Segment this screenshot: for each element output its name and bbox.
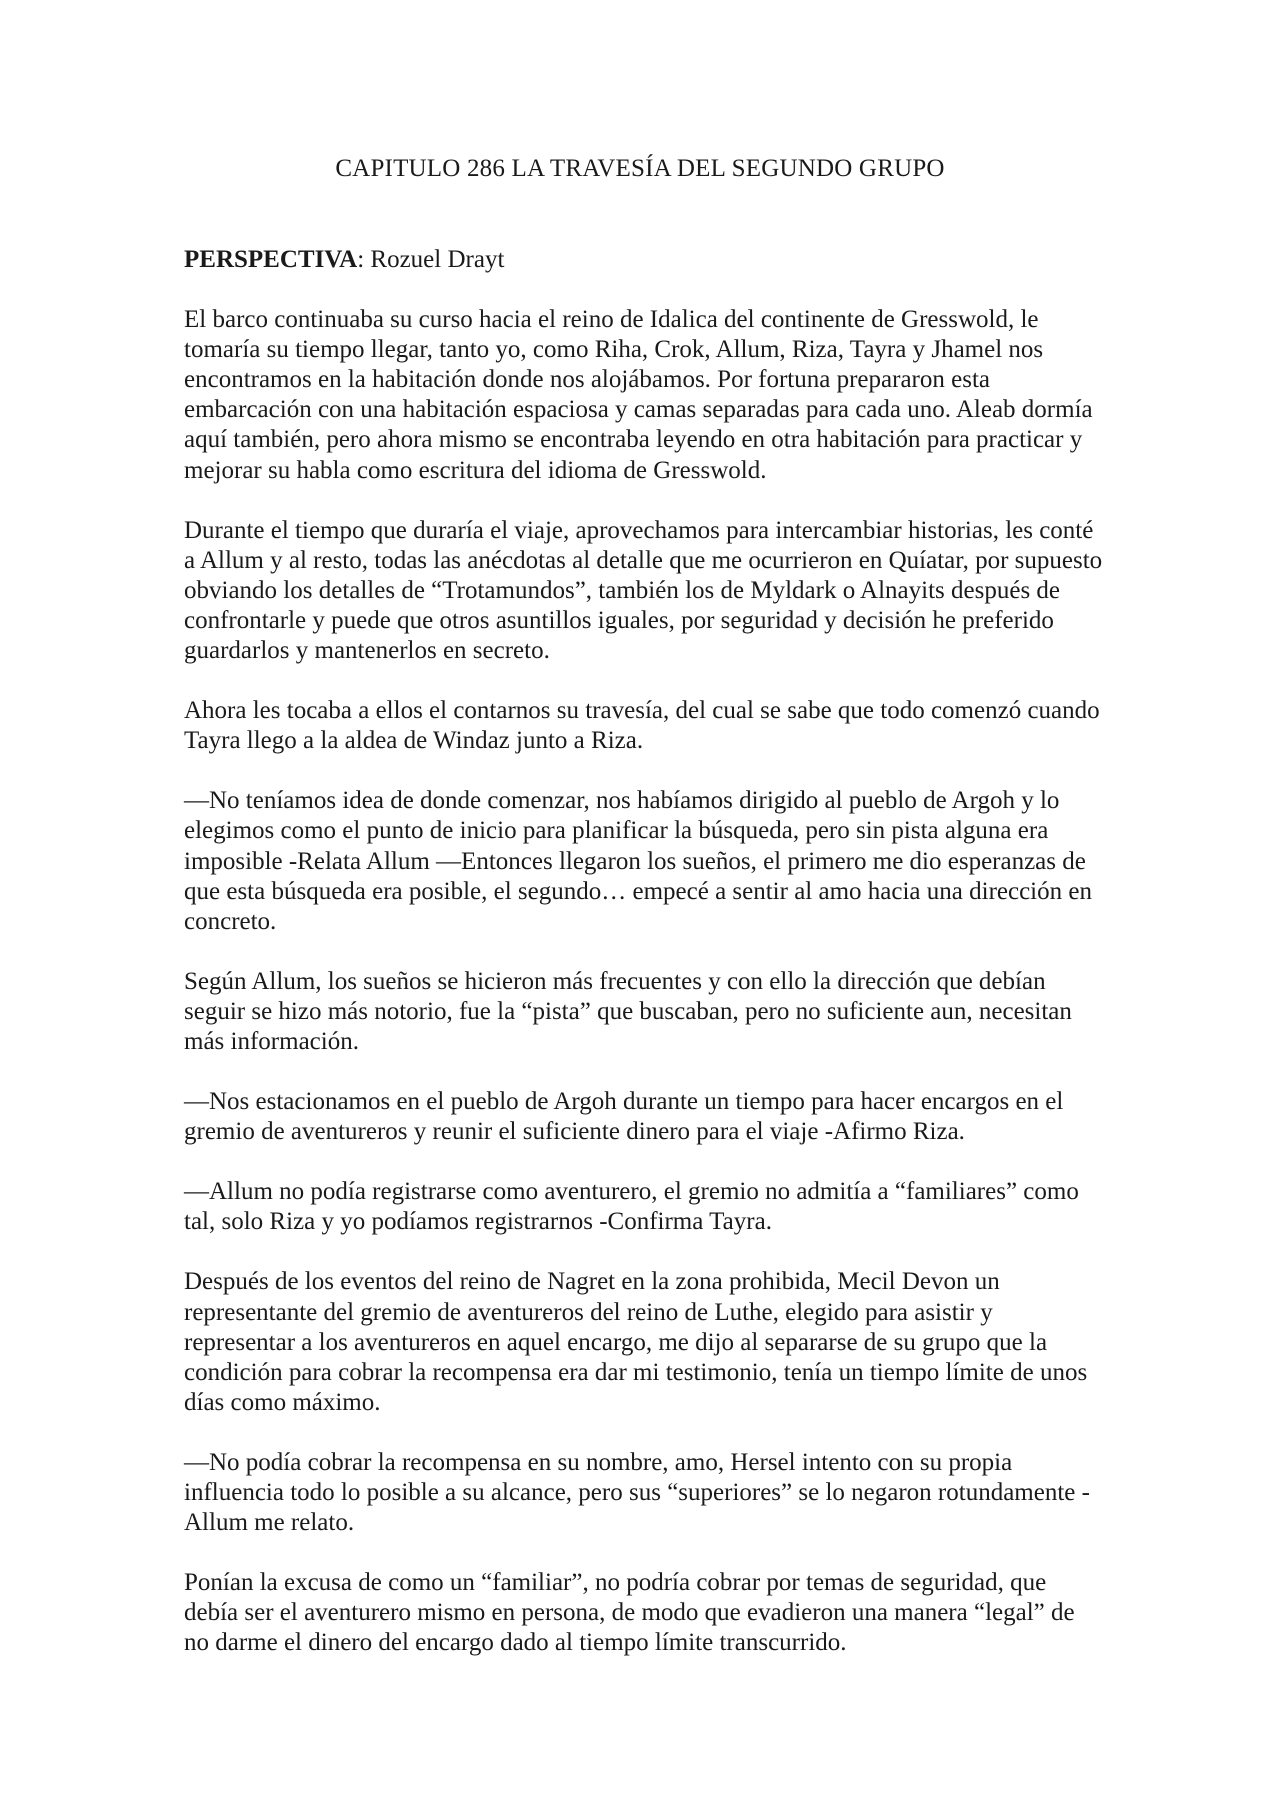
- paragraph: Según Allum, los sueños se hicieron más frecuentes y con ello la dirección que debían seguir se hizo más notorio, fue la “pista” que buscaban, pero no suficiente aun, necesitan más información.: [184, 967, 1072, 1055]
- paragraph: Después de los eventos del reino de Nagret en la zona prohibida, Mecil Devon un representante del gremio de aventureros del reino de Luthe, elegido para asistir y representar a los aventureros en aquel encargo, me dijo al separarse de su grupo que la condición para cobrar la recompensa era dar mi testimonio, tenía un tiempo límite de unos días como máximo.: [184, 1268, 1088, 1416]
- paragraph: Ahora les tocaba a ellos el contarnos su travesía, del cual se sabe que todo comenzó cuando Tayra llego a la aldea de Windaz junto a Riza.: [184, 697, 1100, 755]
- chapter-title: CAPITULO 286 LA TRAVESÍA DEL SEGUNDO GRUPO: [335, 155, 945, 182]
- perspective-line: [184, 245, 1104, 275]
- perspective-value: : Rozuel Drayt: [357, 246, 505, 273]
- paragraph: Ponían la excusa de como un “familiar”, no podría cobrar por temas de seguridad, que debía ser el aventurero mismo en persona, de modo que evadieron una manera “legal” de no darme el dinero del encargo dado al tiempo límite transcurrido.: [184, 1569, 1075, 1657]
- paragraph: Durante el tiempo que duraría el viaje, aprovechamos para intercambiar historias, les conté a Allum y al resto, todas las anécdotas al detalle que me ocurrieron en Quíatar, por supuesto obviando los detalles de “Trotamundos”, también los de Myldark o Alnayits después de confrontarle y puede que otros asuntillos iguales, por seguridad y decisión he preferido guardarlos y mantenerlos en secreto.: [184, 516, 1103, 665]
- paragraph: —No teníamos idea de donde comenzar, nos habíamos dirigido al pueblo de Argoh y lo elegimos como el punto de inicio para planificar la búsqueda, pero sin pista alguna era imposible -Relata Allum —Entonces llegaron los sueños, el primero me dio esperanzas de que esta búsqueda era posible, el segundo… empecé a sentir al amo hacia una dirección en concreto.: [184, 787, 1092, 935]
- paragraph: —No podía cobrar la recompensa en su nombre, amo, Hersel intento con su propia influencia todo lo posible a su alcance, pero sus “superiores” se lo negaron rotundamente -Allum me relato.: [184, 1448, 1090, 1537]
- paragraph: —Allum no podía registrarse como aventurero, el gremio no admitía a “familiares” como tal, solo Riza y yo podíamos registrarnos -Confirma Tayra.: [184, 1178, 1079, 1236]
- paragraph: El barco continuaba su curso hacia el reino de Idalica del continente de Gresswold, le tomaría su tiempo llegar, tanto yo, como Riha, Crok, Allum, Riza, Tayra y Jhamel nos encontramos en la habitación donde nos alojábamos. Por fortuna prepararon esta embarcación con una habitación espaciosa y camas separadas para cada uno. Aleab dormía aquí también, pero ahora mismo se encontraba leyendo en otra habitación para practicar y mejorar su habla como escritura del idioma de Gresswold.: [184, 306, 1093, 484]
- paragraph: —Nos estacionamos en el pueblo de Argoh durante un tiempo para hacer encargos en el gremio de aventureros y reunir el suficiente dinero para el viaje -Afirmo Riza.: [184, 1088, 1064, 1146]
- document-body: [184, 245, 1104, 1688]
- perspective-label: PERSPECTIVA: [184, 246, 358, 273]
